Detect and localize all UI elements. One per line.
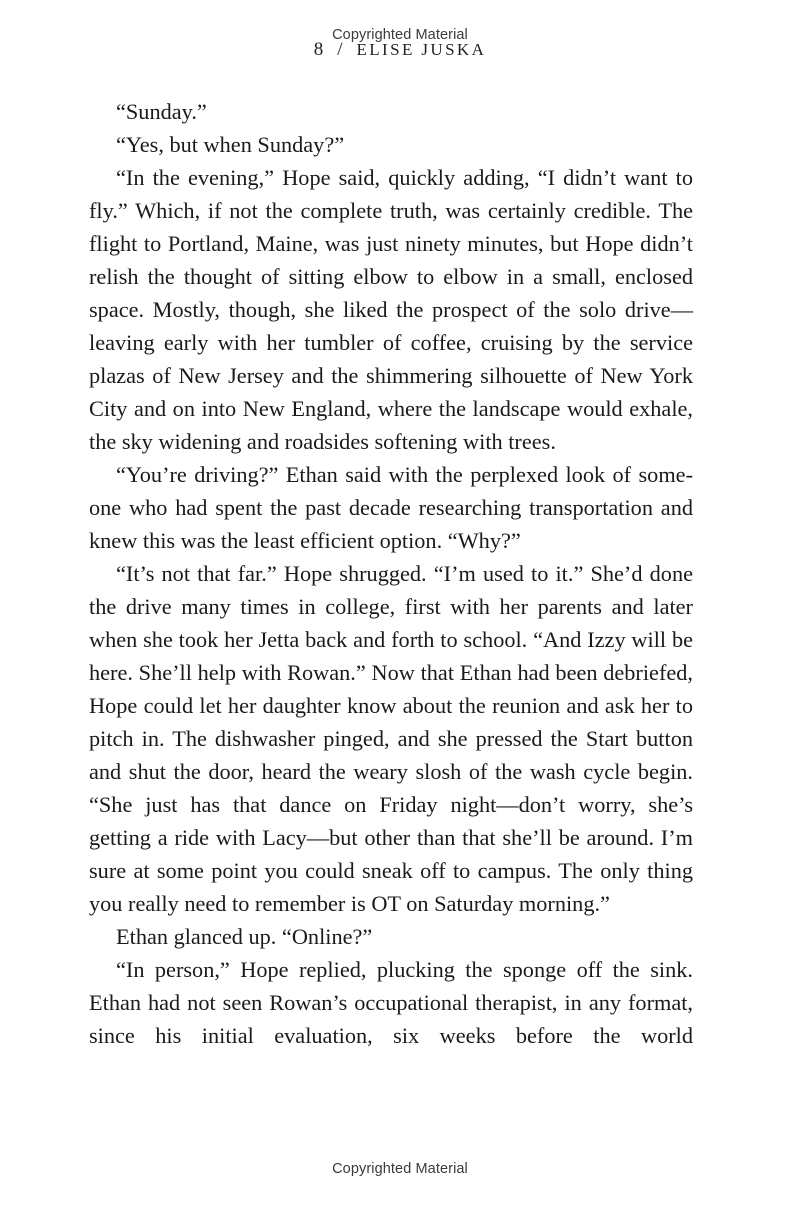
paragraph: “You’re driving?” Ethan said with the perplexed look of someone who had spent the past decade researching transportation and knew this was the least efficient option. “Why?” [89, 462, 693, 553]
copyright-watermark-bottom: Copyrighted Material [332, 1161, 468, 1177]
author-name: ELISE JUSKA [356, 40, 487, 59]
running-head [0, 39, 800, 61]
paragraph: “In person,” Hope replied, plucking the sponge off the sink. Ethan had not seen Rowan’s occupational therapist, in any format, since his initial evaluation, six weeks before the world [89, 957, 693, 1048]
copyright-watermark-top: Copyrighted Material [332, 27, 468, 43]
paragraph: “In the evening,” Hope said, quickly adding, “I didn’t want to fly.” Which, if not the complete truth, was certainly credible. The flight to Portland, Maine, was just ninety minutes, but Hope didn’t relish the thought of sitting elbow to elbow in a small, enclosed space. Mostly, though, she liked the prospect of the solo drive—leaving early with her tumbler of coffee, cruising by the service plazas of New Jersey and the shimmering silhouette of New York City and on into New England, where the landscape would exhale, the sky widening and roadsides softening with trees. [89, 165, 693, 454]
page-number: 8 [313, 39, 324, 60]
body-text [89, 95, 693, 1052]
paragraph: “Yes, but when Sunday?” [116, 132, 345, 157]
paragraph: Ethan glanced up. “Online?” [116, 924, 373, 949]
paragraph: “Sunday.” [116, 99, 207, 124]
paragraph: “It’s not that far.” Hope shrugged. “I’m used to it.” She’d done the drive many times in college, first with her parents and later when she took her Jetta back and forth to school. “And Izzy will be here. She’ll help with Rowan.” Now that Ethan had been debriefed, Hope could let her daughter know about the reunion and ask her to pitch in. The dishwasher pinged, and she pressed the Start button and shut the door, heard the weary slosh of the wash cycle begin. “She just has that dance on Friday night—don’t worry, she’s getting a ride with Lacy—but other than that she’ll be around. I’m sure at some point you could sneak off to campus. The only thing you really need to remember is OT on Saturday morning.” [89, 561, 693, 916]
running-head-separator: / [337, 39, 343, 60]
